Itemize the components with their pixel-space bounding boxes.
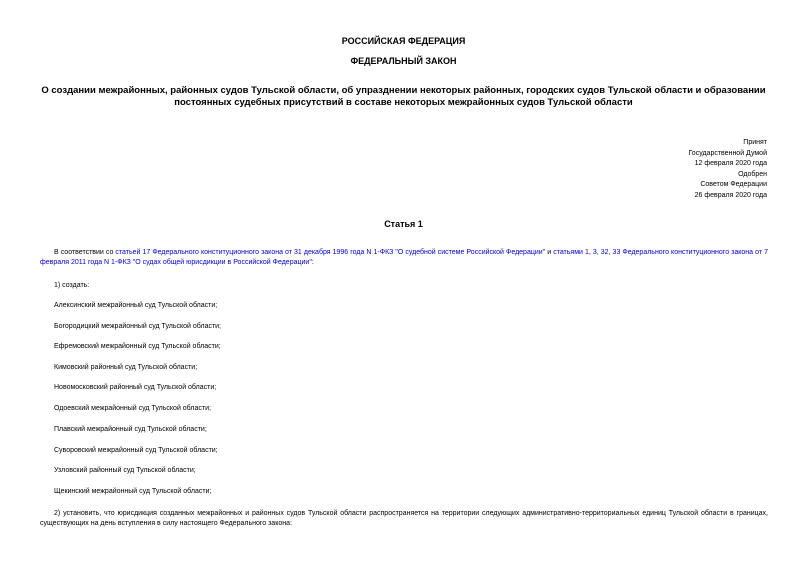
law-link-courts[interactable]: статьями 1, 3, 32, 33 Федерального конституционного закона от 7 февраля 2011 года N 1-ФКЗ "О судах общей юрисдикции в Российской Федерации": [40, 249, 768, 266]
country-heading: РОССИЙСКАЯ ФЕДЕРАЦИЯ: [341, 36, 466, 46]
intro-text: В соответствии со: [54, 249, 116, 256]
court-list-item: Алексинский межрайонный суд Тульской области;: [54, 302, 218, 309]
law-title: О создании межрайонных, районных судов Тульской области, об упразднении некоторых районных, городских судов Тульской области и образовании постоянных судебных присутствий в составе некоторых межрайонных судов Тульской области: [41, 85, 766, 108]
item-1-label: 1) создать:: [54, 282, 90, 289]
law-link-system[interactable]: статьей 17 Федерального конституционного закона от 31 декабря 1996 года N 1-ФКЗ "О судебной системе Российской Федерации": [115, 249, 546, 256]
approval-line: Государственной Думой: [688, 149, 767, 157]
court-list-item: Богородицкий межрайонный суд Тульской области;: [54, 323, 222, 330]
approval-line: Принят: [743, 139, 767, 146]
article-intro: [40, 248, 768, 268]
court-list-item: Кимовский районный суд Тульской области;: [54, 364, 198, 371]
court-list-item: Новомосковский районный суд Тульской области;: [54, 384, 217, 391]
intro-text: и: [545, 249, 554, 256]
approval-block: [688, 138, 767, 201]
law-type-heading: ФЕДЕРАЛЬНЫЙ ЗАКОН: [350, 56, 457, 66]
court-list-item: Ефремовский межрайонный суд Тульской области;: [54, 343, 221, 350]
intro-text: :: [311, 259, 314, 266]
court-list-item: Суворовский межрайонный суд Тульской области;: [54, 447, 218, 454]
approval-line: Одобрен: [738, 170, 767, 178]
item-2-paragraph: 2) установить, что юрисдикция созданных межрайонных и районных судов Тульской области распространяется на территории следующих административно-территориальных единиц Тульской области в границах, существующих на день вступления в силу настоящего Федерального закона:: [40, 510, 768, 527]
court-list-item: Плавский межрайонный суд Тульской области;: [54, 426, 207, 433]
court-list-item: Щекинский межрайонный суд Тульской области;: [54, 488, 212, 495]
approval-line: Советом Федерации: [700, 181, 767, 188]
approval-line: 26 февраля 2020 года: [694, 191, 767, 199]
court-list-item: Одоевский межрайонный суд Тульской области;: [54, 405, 211, 412]
court-list-item: Узловский районный суд Тульской области;: [54, 467, 196, 474]
approval-line: 12 февраля 2020 года: [694, 160, 767, 167]
article-heading: Статья 1: [384, 219, 423, 229]
